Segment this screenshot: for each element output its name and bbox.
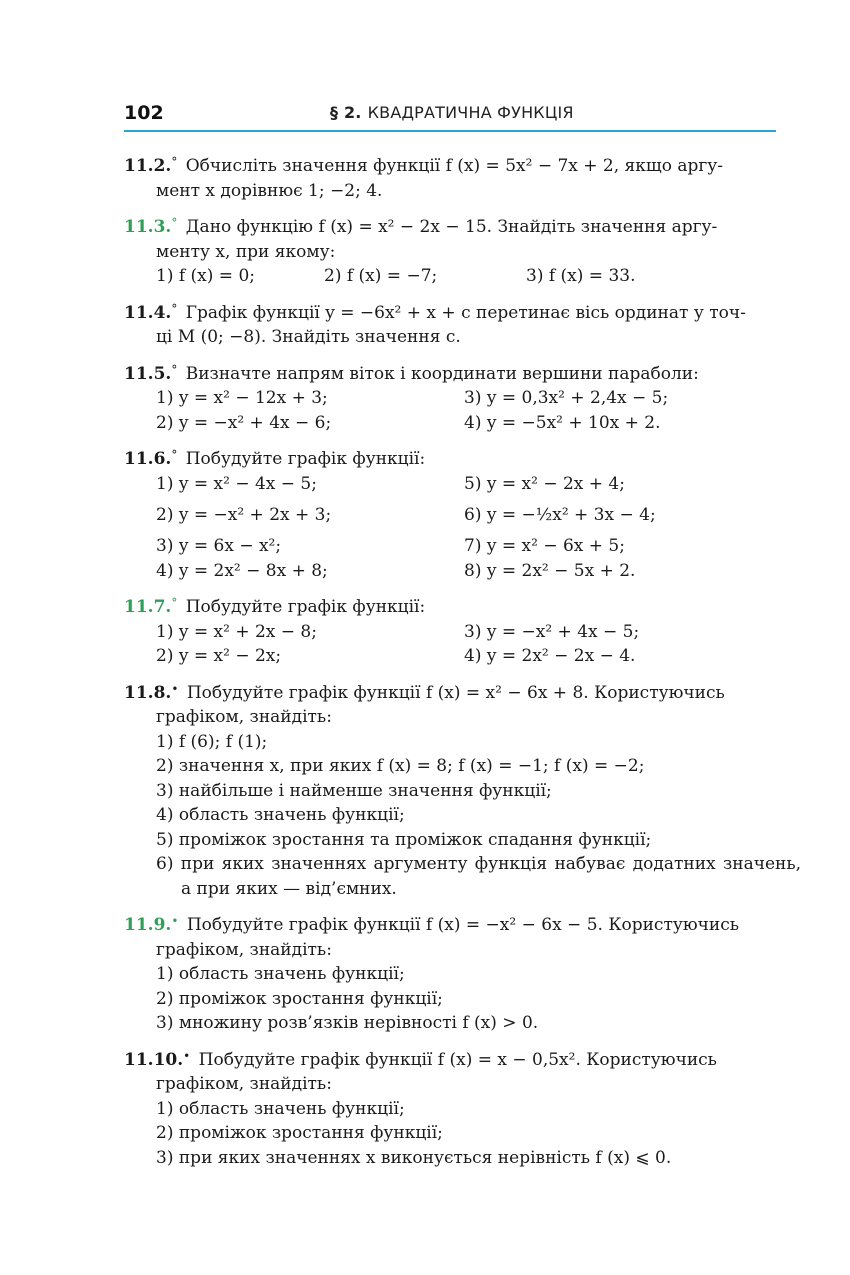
task-text: Визначте напрям віток і координати вершини параболи: [185, 363, 699, 384]
list-item: 1) y = x² − 4x − 5; [156, 473, 317, 494]
task-number: 11.7. [124, 597, 172, 617]
section-mark: § 2. [330, 103, 362, 122]
list-item: 3) найбільше і найменше значення функції; [156, 780, 552, 801]
list-item: 2) y = −x² + 2x + 3; [156, 505, 332, 525]
task-number: 11.2. [124, 156, 172, 176]
task-11-8 [124, 677, 801, 902]
difficulty-mark: ° [171, 301, 178, 316]
difficulty-mark: ° [171, 448, 178, 462]
task-number: 11.4. [124, 302, 172, 323]
task-11-7 [124, 591, 778, 669]
list-item: 3) y = −x² + 4x − 5; [464, 621, 640, 642]
task-number: 11.3. [124, 217, 172, 237]
task-text: Обчисліть значення функції f (x) = 5x² − 7x + 2, якщо аргу- [185, 156, 724, 176]
list-item: 2) y = x² − 2x; [156, 646, 282, 666]
list-item: 3) при яких значеннях x виконується нерівність f (x) ⩽ 0. [156, 1147, 672, 1168]
task-number: 11.6. [124, 449, 172, 469]
list-item: 4) y = 2x² − 2x − 4. [464, 646, 636, 666]
task-11-10 [124, 1044, 778, 1171]
list-item: 3) множину розв’язків нерівності f (x) > 0. [156, 1013, 539, 1033]
list-item: 4) y = −5x² + 10x + 2. [464, 412, 661, 433]
difficulty-mark: • [171, 914, 179, 928]
list-item: 1) y = x² + 2x − 8; [156, 621, 317, 642]
task-number: 11.10. [124, 1049, 184, 1070]
list-item: 3) f (x) = 33. [526, 266, 636, 286]
task-text: графіком, знайдіть: [156, 939, 332, 960]
list-item: 5) проміжок зростання та проміжок спадання функції; [156, 829, 652, 850]
task-number: 11.8. [124, 682, 172, 703]
task-11-4 [124, 297, 778, 350]
list-item: 5) y = x² − 2x + 4; [464, 473, 625, 494]
task-text: Побудуйте графік функції: [185, 449, 426, 469]
task-number: 11.9. [124, 915, 172, 935]
difficulty-mark: • [183, 1048, 191, 1063]
list-item: 7) y = x² − 6x + 5; [464, 536, 625, 556]
difficulty-mark: ° [171, 596, 178, 610]
list-item: 2) проміжок зростання функції; [156, 988, 443, 1009]
task-11-2 [124, 150, 778, 203]
list-item: 3) y = 6x − x²; [156, 536, 282, 556]
task-11-5 [124, 358, 778, 436]
task-text: Дано функцію f (x) = x² − 2x − 15. Знайдіть значення аргу- [185, 217, 718, 237]
list-item: 1) f (6); f (1); [156, 731, 268, 752]
section-title [330, 103, 574, 122]
list-item: 2) y = −x² + 4x − 6; [156, 412, 332, 433]
list-item: 3) y = 0,3x² + 2,4x − 5; [464, 388, 669, 408]
difficulty-mark: ° [171, 216, 178, 230]
task-number: 11.5. [124, 363, 172, 384]
list-item: 4) y = 2x² − 8x + 8; [156, 560, 328, 581]
page-header [124, 100, 776, 132]
list-item: 1) область значень функції; [156, 964, 405, 984]
list-item: 6) y = −½x² + 3x − 4; [464, 505, 656, 525]
page-number: 102 [124, 102, 164, 124]
list-item: 2) f (x) = −7; [324, 266, 438, 286]
difficulty-mark: • [171, 681, 179, 696]
list-item: 6) при яких значеннях аргументу функція набуває додатних значень, а при яких — від’ємних. [156, 854, 801, 899]
difficulty-mark: ° [171, 155, 178, 169]
list-item: 1) область значень функції; [156, 1098, 405, 1119]
task-11-9 [124, 909, 778, 1036]
task-text: мент x дорівнює 1; −2; 4. [156, 180, 383, 201]
list-item: 4) область значень функції; [156, 805, 405, 825]
task-11-6 [124, 443, 778, 583]
task-text: Побудуйте графік функції f (x) = −x² − 6x − 5. Користуючись [186, 915, 740, 935]
task-text: Побудуйте графік функції f (x) = x − 0,5x². Користуючись [198, 1049, 717, 1070]
answer-options [124, 264, 778, 289]
task-text: ці M (0; −8). Знайдіть значення c. [156, 327, 461, 347]
list-item: 2) значення x, при яких f (x) = 8; f (x) = −1; f (x) = −2; [156, 756, 645, 776]
list-item: 1) f (x) = 0; [156, 266, 255, 286]
task-text: графіком, знайдіть: [156, 1074, 332, 1094]
list-item: 8) y = 2x² − 5x + 2. [464, 560, 636, 581]
task-text: менту x, при якому: [156, 241, 336, 262]
task-11-3 [124, 211, 778, 289]
exercise-list [124, 150, 801, 1178]
section-title-text: КВАДРАТИЧНА ФУНКЦІЯ [367, 103, 574, 122]
task-text: графіком, знайдіть: [156, 707, 332, 727]
difficulty-mark: ° [171, 362, 178, 377]
task-text: Побудуйте графік функції: [185, 597, 426, 617]
task-text: Побудуйте графік функції f (x) = x² − 6x + 8. Користуючись [186, 682, 725, 703]
task-text: Графік функції y = −6x² + x + c перетинає вісь ординат у точ- [185, 302, 746, 323]
list-item: 1) y = x² − 12x + 3; [156, 388, 328, 408]
list-item: 2) проміжок зростання функції; [156, 1123, 443, 1143]
